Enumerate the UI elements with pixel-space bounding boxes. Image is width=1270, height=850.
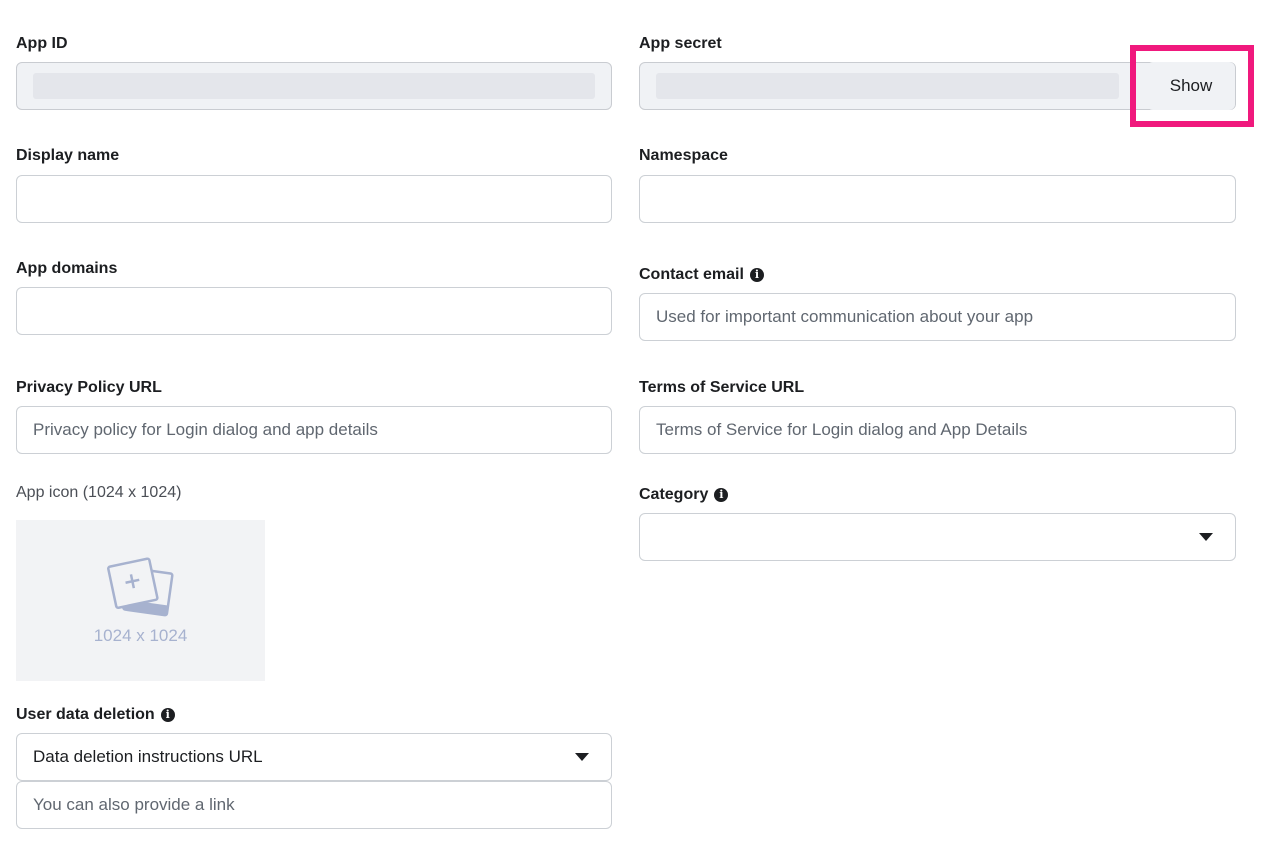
caret-down-icon	[575, 753, 589, 761]
image-upload-icon	[104, 556, 178, 620]
caret-down-icon	[1199, 533, 1213, 541]
category-label: Category i	[639, 485, 728, 505]
app-domains-input[interactable]	[16, 287, 612, 335]
privacy-policy-url-input[interactable]: Privacy policy for Login dialog and app details	[16, 406, 612, 454]
terms-of-service-url-input[interactable]: Terms of Service for Login dialog and App Details	[639, 406, 1236, 454]
info-icon[interactable]: i	[161, 708, 175, 722]
contact-email-input[interactable]: Used for important communication about your app	[639, 293, 1236, 341]
app-icon-size-text: 1024 x 1024	[93, 625, 188, 645]
app-id-label: App ID	[16, 35, 68, 52]
info-icon[interactable]: i	[714, 488, 728, 502]
namespace-input[interactable]	[639, 175, 1236, 223]
app-domains-label: App domains	[16, 260, 118, 277]
category-select[interactable]	[639, 513, 1236, 561]
user-data-deletion-label: User data deletion i	[16, 705, 175, 725]
namespace-label: Namespace	[639, 147, 728, 164]
app-id-redacted-value	[33, 73, 595, 99]
app-icon-upload[interactable]	[16, 520, 265, 681]
show-secret-button[interactable]: Show	[1147, 62, 1235, 110]
display-name-label: Display name	[16, 147, 120, 164]
app-secret-redacted-value	[656, 73, 1119, 99]
user-data-deletion-url-input[interactable]: You can also provide a link	[16, 781, 612, 829]
display-name-input[interactable]	[16, 175, 612, 223]
privacy-policy-url-label: Privacy Policy URL	[16, 379, 162, 396]
info-icon[interactable]: i	[750, 268, 764, 282]
user-data-deletion-select[interactable]: Data deletion instructions URL	[16, 733, 612, 781]
contact-email-label: Contact email i	[639, 265, 764, 285]
app-icon-label: App icon (1024 x 1024)	[16, 484, 182, 501]
terms-of-service-url-label: Terms of Service URL	[639, 379, 805, 396]
app-id-field[interactable]	[16, 62, 612, 110]
app-secret-label: App secret	[639, 35, 722, 52]
